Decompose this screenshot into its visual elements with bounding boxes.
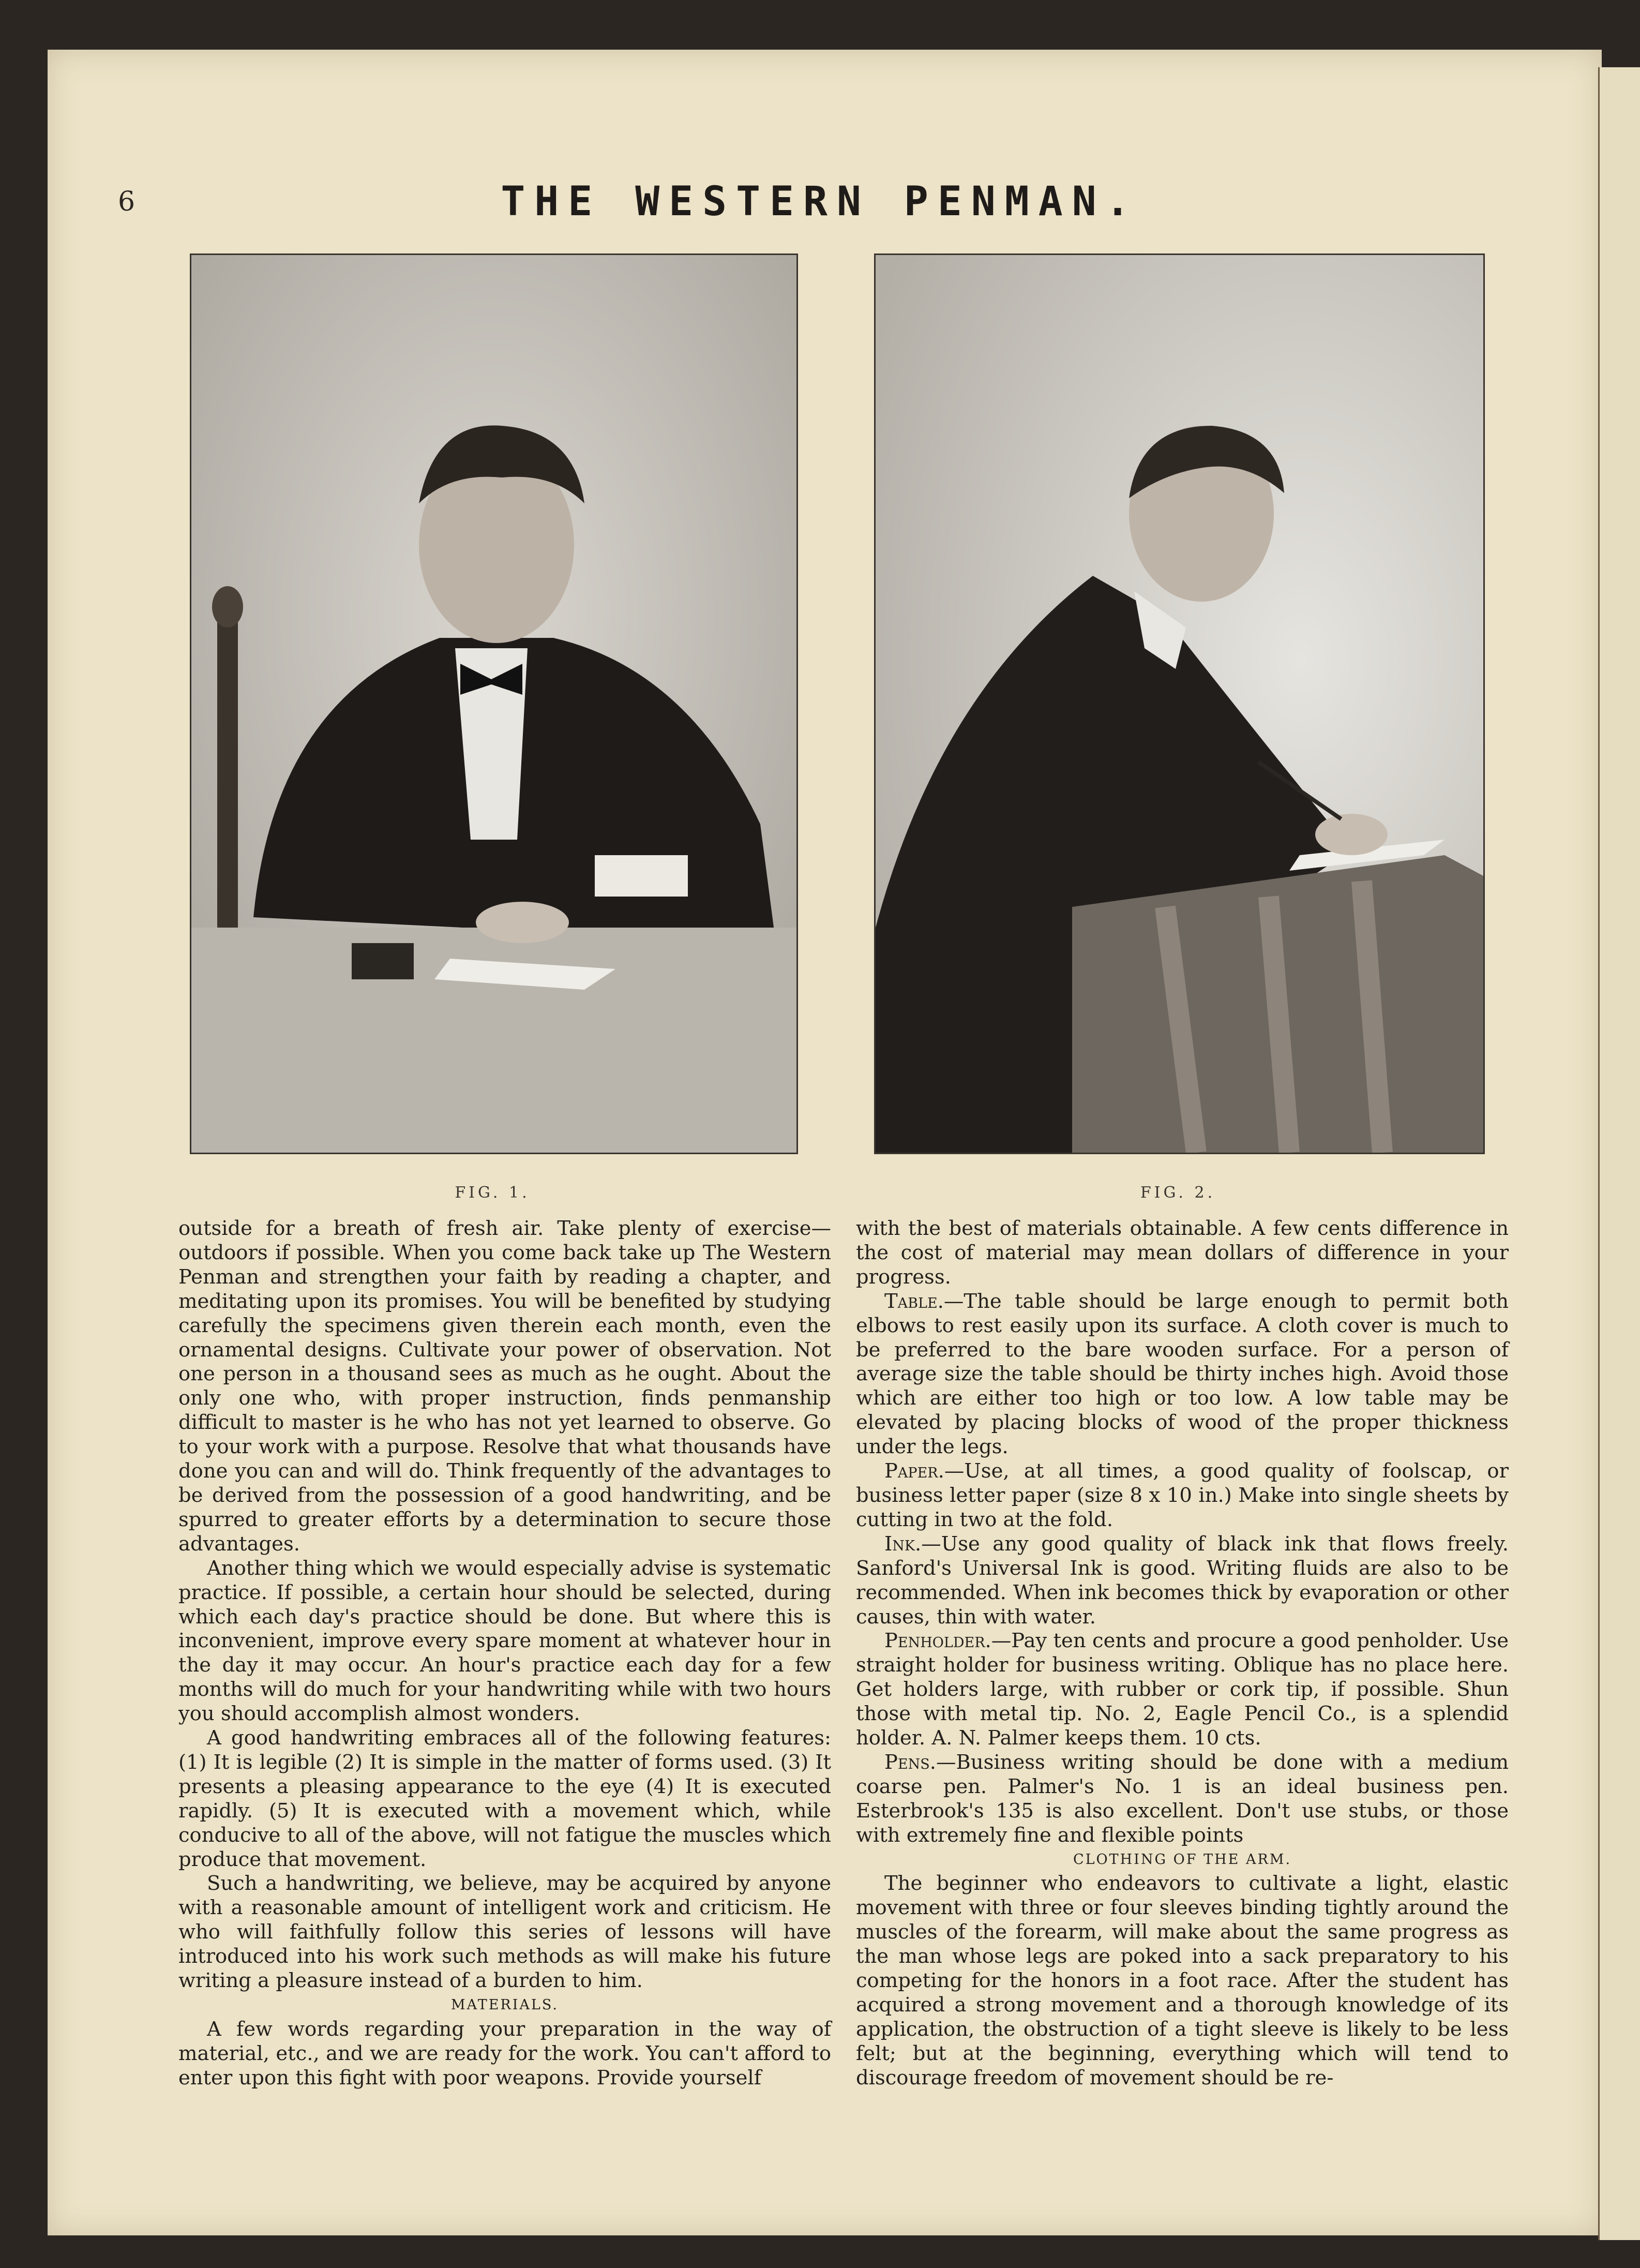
paragraph-text: —Use any good quality of black ink that flows freely. Sanford's Universal Ink is good. Writing fluids are also to be recommended. When ink becomes thick by evaporation or other causes, thin with water. (856, 1532, 1509, 1629)
masthead-title: THE WESTERN PENMAN. (501, 178, 1139, 225)
section-heading: MATERIALS. (451, 1997, 559, 2013)
paragraph: with the best of materials obtainable. A few cents difference in the cost of material may mean dollars of difference in your progress. (856, 1217, 1509, 1289)
figure-2-caption: FIG. 2. (1140, 1184, 1216, 1202)
paragraph: A few words regarding your preparation in the way of material, etc., and we are ready for the work. You can't afford to enter upon this fight with poor weapons. Provide yourself (178, 2017, 831, 2090)
run-in-label: Pens. (884, 1750, 936, 1774)
paragraph-ink (856, 1532, 1509, 1630)
paragraph: A good handwriting embraces all of the following features: (1) It is legible (2) It is simple in the matter of forms used. (3) It presents a pleasing appearance to the eye (4) It is executed rapidly. (5) It is executed with a movement which, while conducive to all of the above, will not fatigue the muscles which produce that movement. (178, 1726, 831, 1871)
figure-2-photo (874, 253, 1485, 1154)
figure-1-photo (190, 253, 798, 1154)
left-column-text (178, 1217, 831, 2091)
paragraph-table (856, 1290, 1509, 1459)
run-in-label: Table. (884, 1289, 944, 1313)
paragraph-pens (856, 1751, 1509, 1848)
run-in-label: Ink. (884, 1532, 922, 1556)
page-number: 6 (118, 186, 136, 217)
run-in-label: Penholder. (884, 1629, 991, 1653)
paragraph-text: —Pay ten cents and procure a good penholder. Use straight holder for business writing. Oblique has no place here. Get holders large, with rubber or cork tip, if possible. Shun those with metal tip. No. 2, Eagle Pencil Co., is a splendid holder. A. N. Palmer keeps them. 10 cts. (856, 1629, 1509, 1750)
adjacent-page-edge (1598, 67, 1640, 2240)
paragraph-text: —The table should be large enough to permit both elbows to rest easily upon its surface. A cloth cover is much to be preferred to the bare wooden surface. For a person of average size the table should be thirty inches high. Avoid those which are either too high or too low. A low table may be elevated by placing blocks of wood of the proper thickness under the legs. (856, 1289, 1509, 1459)
paragraph-text: —Use, at all times, a good quality of foolscap, or business letter paper (size 8 x 10 in.) Make into single sheets by cutting in two at the fold. (856, 1459, 1509, 1531)
paragraph: outside for a breath of fresh air. Take plenty of exercise— outdoors if possible. When you come back take up The Western Penman and strengthen your faith by reading a chapter, and meditating upon its promises. You will be benefited by studying carefully the specimens given therein each month, even the ornamental designs. Cultivate your power of observation. Not one person in a thousand sees as much as he ought. About the only one who, with proper instruction, finds penmanship difficult to master is he who has not yet learned to observe. Go to your work with a purpose. Resolve that what thousands have done you can and will do. Think frequently of the advantages to be derived from the possession of a good handwriting, and be spurred to greater efforts by a determination to secure those advantages. (178, 1217, 831, 1556)
figure-1-caption: FIG. 1. (455, 1184, 530, 1202)
paragraph-penholder (856, 1629, 1509, 1751)
run-in-label: Paper. (884, 1459, 944, 1483)
right-column-text (856, 1217, 1509, 2091)
section-heading: CLOTHING OF THE ARM. (1073, 1851, 1292, 1868)
paragraph-paper (856, 1459, 1509, 1532)
paragraph: Such a handwriting, we believe, may be acquired by anyone with a reasonable amount of intelligent work and criticism. He who will faithfully follow this series of lessons will have introduced into his work such methods as will make his future writing a pleasure instead of a burden to him. (178, 1872, 831, 1993)
paragraph-text: —Business writing should be done with a medium coarse pen. Palmer's No. 1 is an ideal business pen. Esterbrook's 135 is also excellent. Don't use stubs, or those with extremely fine and flexible points (856, 1750, 1509, 1847)
paragraph: The beginner who endeavors to cultivate a light, elastic movement with three or four sleeves binding tightly around the muscles of the forearm, will make about the same progress as the man whose legs are poked into a sack preparatory to his competing for the honors in a foot race. After the student has acquired a strong movement and a thorough knowledge of its application, the obstruction of a tight sleeve is likely to be less felt; but at the beginning, everything which will tend to discourage freedom of movement should be re- (856, 1872, 1509, 2090)
paragraph: Another thing which we would especially advise is systematic practice. If possible, a certain hour should be selected, during which each day's practice should be done. But where this is inconvenient, improve every spare moment at whatever hour in the day it may occur. An hour's practice each day for a few months will do much for your handwriting while with two hours you should accomplish almost wonders. (178, 1556, 831, 1726)
